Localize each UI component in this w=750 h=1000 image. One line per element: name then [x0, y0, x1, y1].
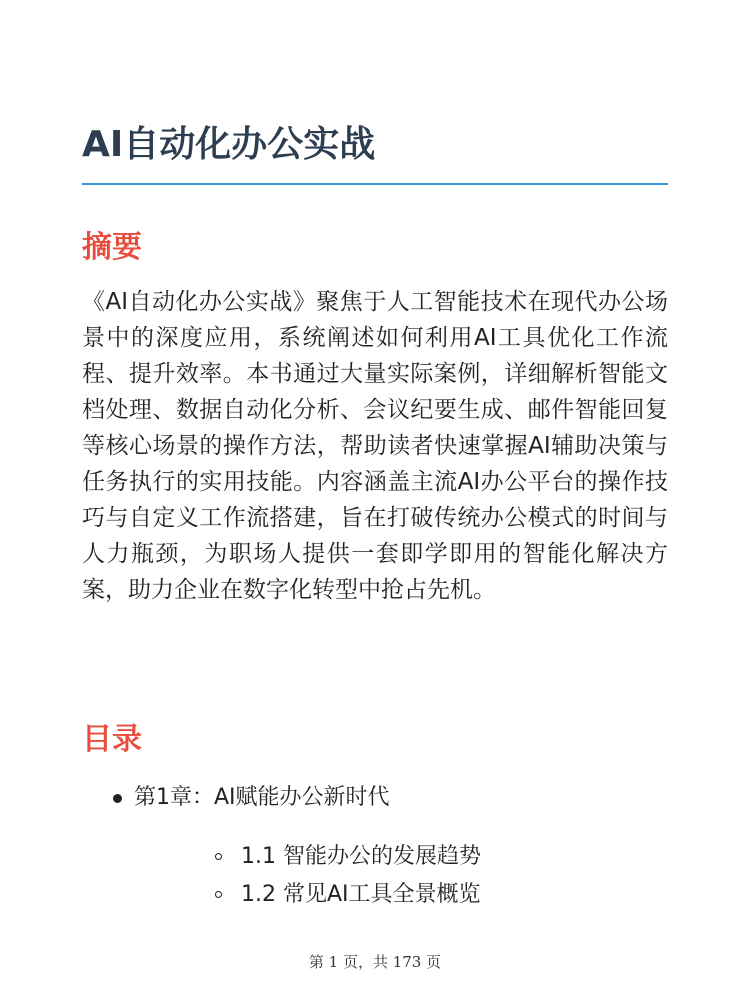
document-title: AI自动化办公实战: [82, 124, 376, 165]
toc-section-1-2[interactable]: [186, 876, 668, 914]
toc-chapter-label: 第1章：AI赋能办公新时代: [134, 785, 390, 810]
table-of-contents: [82, 780, 668, 914]
bullet-disc-icon: [113, 794, 122, 803]
toc-section-1-1[interactable]: [186, 838, 668, 876]
abstract-heading: 摘要: [82, 230, 142, 265]
bullet-circle-icon: [215, 853, 222, 860]
abstract-body: 《AI自动化办公实战》聚焦于人工智能技术在现代办公场景中的深度应用，系统阐述如何利用AI工具优化工作流程、提升效率。本书通过大量实际案例，详细解析智能文档处理、数据自动化分析、会议纪要生成、邮件智能回复等核心场景的操作方法，帮助读者快速掌握AI辅助决策与任务执行的实用技能。内容涵盖主流AI办公平台的操作技巧与自定义工作流搭建，旨在打破传统办公模式的时间与人力瓶颈，为职场人提供一套即学即用的智能化解决方案，助力企业在数字化转型中抢占先机。: [82, 289, 668, 603]
toc-chapter-1[interactable]: [82, 780, 668, 914]
page-footer: 第 1 页，共 173 页: [308, 953, 442, 971]
toc-section-label: 1.1 智能办公的发展趋势: [241, 844, 481, 869]
toc-heading: 目录: [82, 722, 142, 757]
toc-chapter-1-sections: [134, 838, 668, 914]
title-divider: [82, 183, 668, 185]
bullet-circle-icon: [215, 891, 222, 898]
toc-section-label: 1.2 常见AI工具全景概览: [241, 882, 481, 907]
